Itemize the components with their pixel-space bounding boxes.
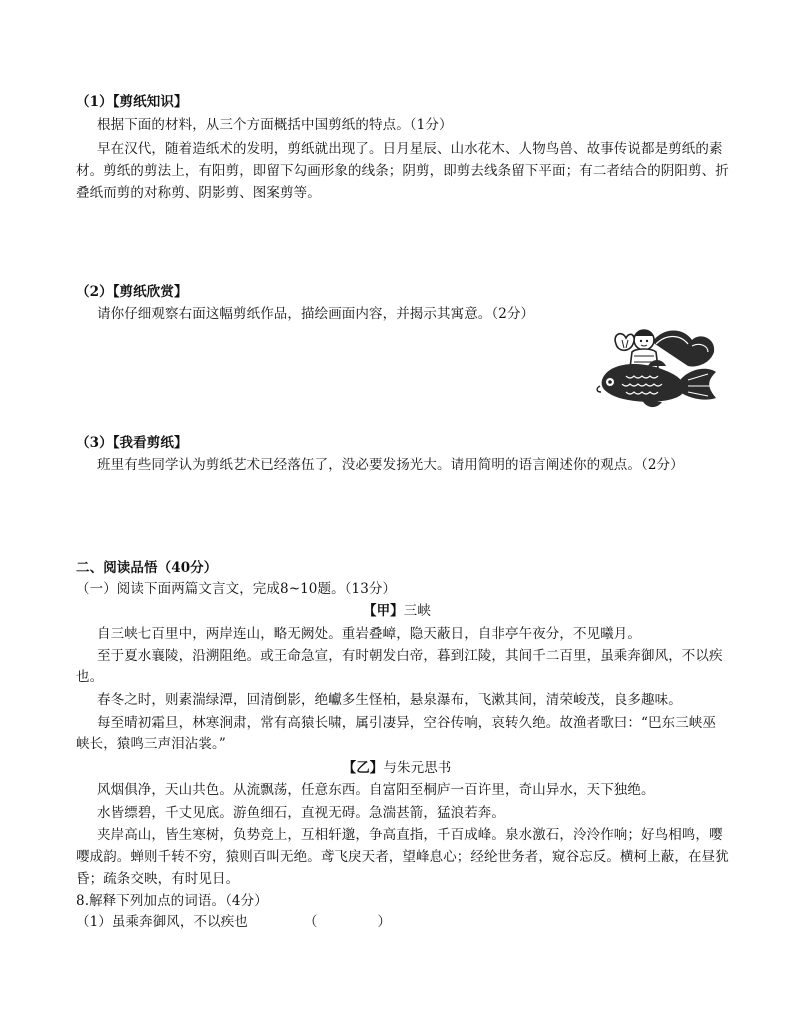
q3-prompt: 班里有些同学认为剪纸艺术已经落伍了，没必要发扬光大。请用简明的语言阐述你的观点。（2分） (97, 457, 684, 473)
text-b-line-3: 夹岸高山，皆生寒树，负势竞上，互相轩邈，争高直指，千百成峰。泉水激石，泠泠作响；好鸟相鸣，嘤 (97, 827, 723, 843)
text-a-line-6: 峡长，猿鸣三声泪沾裳。” (76, 736, 226, 752)
q8-title: 8.解释下列加点的词语。（4分） (76, 893, 268, 909)
text-b-title-bracket: 【乙】 (342, 760, 384, 776)
text-a-line-4: 春冬之时，则素湍绿潭，回清倒影，绝巘多生怪柏，悬泉瀑布，飞漱其间，清荣峻茂，良多趣味。 (97, 692, 682, 708)
q1-paragraph-line-3: 叠纸而剪的对称剪、阴影剪、图案剪等。 (76, 185, 321, 201)
q1-paragraph-line-1: 早在汉代，随着造纸术的发明，剪纸就出现了。日月星辰、山水花木、人物鸟兽、故事传说都是剪纸的素 (97, 141, 723, 157)
q2-prompt: 请你仔细观察右面这幅剪纸作品，描绘画面内容，并揭示其寓意。（2分） (97, 306, 535, 322)
q8-item-1 (76, 914, 391, 931)
section2-heading: 二、阅读品悟（40分） (76, 560, 218, 576)
text-a-line-3: 也。 (76, 669, 104, 685)
paper-cut-image (592, 322, 720, 410)
text-b-title-text: 与朱元思书 (383, 760, 452, 776)
q8-answer-paren-close: ） (377, 914, 392, 930)
q1-title: （1）【剪纸知识】 (76, 94, 188, 110)
text-b-line-2: 水皆缥碧，千丈见底。游鱼细石，直视无碍。急湍甚箭，猛浪若奔。 (97, 805, 505, 821)
text-a-line-5: 每至晴初霜旦，林寒涧肃，常有高猿长啸，属引凄异，空谷传响，哀转久绝。故渔者歌曰：“巴东三峡巫 (97, 715, 716, 731)
text-a-title-text: 三峡 (403, 603, 431, 619)
text-a-title-bracket: 【甲】 (362, 603, 404, 619)
text-b-line-1: 风烟俱净，天山共色。从流飘荡，任意东西。自富阳至桐庐一百许里，奇山异水，天下独绝。 (97, 782, 655, 798)
q3-title: （3）【我看剪纸】 (76, 435, 188, 451)
q8-item-1-text: （1）虽乘奔御风，不以疾也 (76, 914, 248, 930)
text-b-line-5: 昏；疏条交映，有时见日。 (76, 871, 240, 887)
section2-sub-heading: （一）阅读下面两篇文言文，完成8~10题。（13分） (76, 581, 397, 597)
q2-title: （2）【剪纸欣赏】 (76, 284, 188, 300)
q8-answer-paren-open: （ (303, 914, 318, 930)
text-a-line-1: 自三峡七百里中，两岸连山，略无阙处。重岩叠嶂，隐天蔽日，自非亭午夜分，不见曦月。 (97, 626, 641, 642)
q1-paragraph-line-2: 材。剪纸的剪法上，有阳剪，即留下勾画形象的线条；阴剪，即剪去线条留下平面；有二者结合的阴阳剪、折 (76, 163, 729, 179)
paper-cut-child-carp-icon (592, 322, 720, 410)
text-b-title (0, 760, 794, 777)
text-a-line-2: 至于夏水襄陵，沿溯阻绝。或王命急宣，有时朝发白帝，暮到江陵，其间千二百里，虽乘奔御风，不以疾 (97, 648, 723, 664)
q1-prompt: 根据下面的材料，从三个方面概括中国剪纸的特点。（1分） (97, 117, 453, 133)
text-b-line-4: 嘤成韵。蝉则千转不穷，猿则百叫无绝。鸢飞戾天者，望峰息心；经纶世务者，窥谷忘反。横柯上蔽，在昼犹 (76, 849, 729, 865)
text-a-title (0, 603, 794, 620)
